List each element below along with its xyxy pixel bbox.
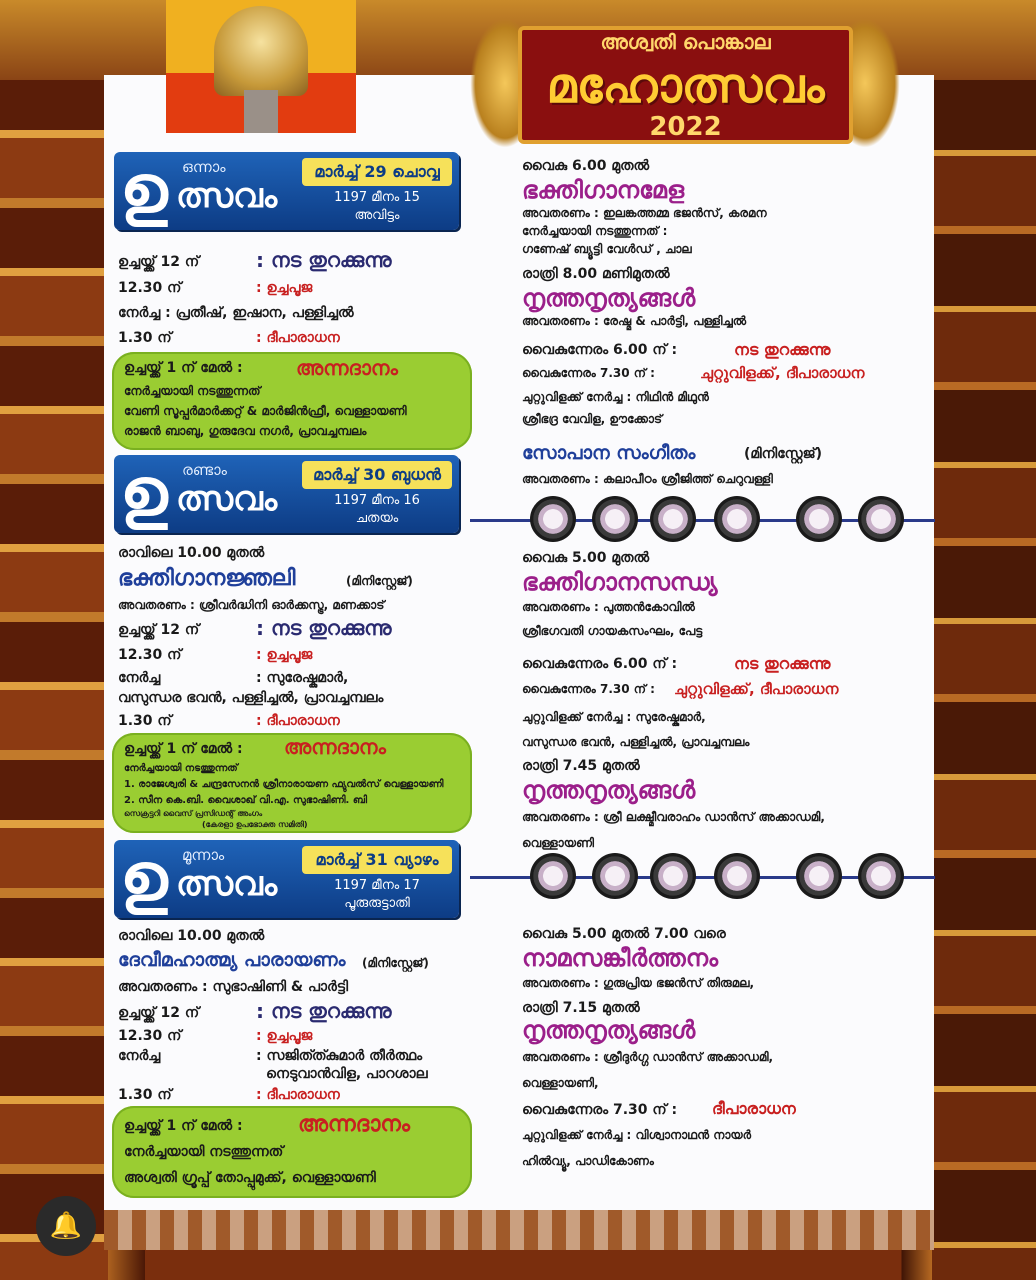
- r2-dance-place: വെള്ളായണി: [522, 836, 595, 850]
- r1-nerchcha-label: നേർച്ചയായി നടത്തുന്നത് :: [522, 224, 668, 238]
- r3-deeparadhana: ദീപാരാധന: [712, 1099, 796, 1118]
- left-temple-decoration: [0, 0, 108, 1280]
- r3-nritham: നൃത്തനൃത്യങ്ങൾ: [522, 1016, 696, 1044]
- r2-time-730: വൈകുന്നേരം 7.30 ന് :: [522, 682, 655, 696]
- r1-nritham: നൃത്തനൃത്യങ്ങൾ: [522, 284, 696, 312]
- r2-avatharanam-2: ശ്രീഭഗവതി ഗായകസംഘം, പേട്ട: [522, 624, 703, 638]
- title-big: മഹോത്സവം: [546, 58, 825, 114]
- d3-uchapuja: : ഉച്ചപൂജ: [256, 1028, 313, 1044]
- deity-image: [166, 0, 356, 133]
- r2-chuttuvilakku: ചുറ്റുവിളക്ക്, ദീപാരാധന: [674, 680, 839, 698]
- right-temple-decoration: [932, 0, 1036, 1280]
- r1-night-time: രാത്രി 8.00 മണിമുതൽ: [522, 266, 670, 282]
- r3-night-time: രാത്രി 7.15 മുതൽ: [522, 1000, 640, 1016]
- r1-bhakthiganamela: ഭക്തിഗാനമേള: [522, 176, 685, 204]
- d3-nerchcha-name: : സജിത്ത്കുമാർ തീർത്ഥം: [256, 1048, 423, 1064]
- r1-sopanam-avatharanam: അവതരണം : കലാപീഠം ശ്രീജിത്ത് ചെറുവള്ളി: [522, 472, 773, 486]
- day2-malayalam-date: 1197 മീനം 16: [334, 493, 420, 508]
- notification-button[interactable]: [36, 1196, 96, 1256]
- wheel-icon: [714, 496, 760, 542]
- r1-dance-avatharanam: അവതരണം : രേഷ്മ & പാർട്ടി, പള്ളിച്ചൽ: [522, 314, 747, 328]
- r1-evening-time: വൈകു 6.00 മുതൽ: [522, 158, 650, 174]
- day1-malayalam-date: 1197 മീനം 15: [334, 190, 420, 205]
- d2-annadanam: അന്നദാനം: [284, 735, 386, 759]
- day3-star: പൂരുരുട്ടാതി: [344, 896, 410, 911]
- r3-dance-place: വെള്ളായണി,: [522, 1076, 599, 1090]
- d3-avatharanam: അവതരണം : സുഭാഷിണി & പാർട്ടി: [118, 979, 349, 995]
- d1-time-4: 1.30 ന്: [118, 330, 172, 346]
- d1-event-1: : നട തുറക്കുന്നു: [256, 248, 392, 272]
- r2-dance-avatharanam: അവതരണം : ശ്രീ ലക്ഷ്മീവരാഹം ഡാൻസ് അക്കാഡമി,: [522, 810, 825, 824]
- r2-chuttu-address: വസുന്ധര ഭവൻ, പള്ളിച്ചൽ, പ്രാവച്ചമ്പലം: [522, 735, 750, 749]
- day2-annadanam-box: [112, 733, 472, 833]
- d1-annadanam-pre: ഉച്ചയ്ക്ക് 1 ന് മേൽ :: [124, 360, 243, 376]
- day2-word: ത്സവം: [176, 479, 278, 519]
- r2-evening-time: വൈകു 5.00 മുതൽ: [522, 550, 650, 566]
- d2-time-130: 1.30 ന്: [118, 713, 172, 729]
- d2-nerchcha-label: നേർച്ച: [118, 670, 161, 686]
- r1-ministage: (മിനിസ്റ്റേജ്): [744, 446, 823, 462]
- d3-nerchcha-label: നേർച്ച: [118, 1048, 161, 1064]
- wheel-icon: [796, 496, 842, 542]
- d1-event-2: : ഉച്ചപൂജ: [256, 280, 313, 296]
- d1-time-1: ഉച്ചയ്ക്ക് 12 ന്: [118, 254, 200, 270]
- d1-time-2: 12.30 ന്: [118, 280, 182, 296]
- wheel-icon: [650, 496, 696, 542]
- d1-nerchcha: നേർച്ച : പ്രതീഷ്, ഇഷാന, പള്ളിച്ചൽ: [118, 305, 354, 321]
- day1-script: ഉ: [120, 150, 168, 228]
- r2-chuttu-nerchcha: ചുറ്റുവിളക്ക് നേർച്ച : സുരേഷ്കുമാർ,: [522, 710, 706, 724]
- d3-annadanam-line1: നേർച്ചയായി നടത്തുന്നത്: [124, 1144, 284, 1160]
- d3-annadanam: അന്നദാനം: [298, 1112, 411, 1137]
- r3-avatharanam: അവതരണം : ഗുരുപ്രിയ ഭജൻസ് തിരുമല,: [522, 976, 755, 990]
- day2-banner: [114, 455, 459, 533]
- d2-morning-time: രാവിലെ 10.00 മുതൽ: [118, 545, 265, 561]
- d2-annadanam-line1: നേർച്ചയായി നടത്തുന്നത്: [124, 763, 238, 774]
- d3-morning-time: രാവിലെ 10.00 മുതൽ: [118, 928, 265, 944]
- d2-deeparadhana: : ദീപാരാധന: [256, 713, 340, 729]
- d2-annadanam-pre: ഉച്ചയ്ക്ക് 1 ന് മേൽ :: [124, 741, 243, 757]
- bottom-decorative-band: [104, 1210, 934, 1250]
- wheel-separator-1: [470, 496, 935, 546]
- r3-chuttu-nerchcha: ചുറ്റുവിളക്ക് നേർച്ച : വിശ്വാനാഥൻ നായർ: [522, 1128, 752, 1142]
- r1-nada: നട തുറക്കുന്നു: [734, 340, 831, 359]
- r2-bhakthiganasandhya: ഭക്തിഗാനസന്ധ്യ: [522, 568, 718, 596]
- r2-nritham: നൃത്തനൃത്യങ്ങൾ: [522, 776, 696, 804]
- title-year: 2022: [649, 112, 722, 142]
- wheel-icon: [858, 853, 904, 899]
- r1-nerchcha-name: ഗണേഷ് ബ്യൂട്ടി വേൾഡ് , ചാല: [522, 242, 692, 256]
- d3-nerchcha-address: നെടുവാൻവിള, പാറശാല: [266, 1066, 428, 1082]
- day1-word: ത്സവം: [176, 176, 278, 216]
- wheel-icon: [714, 853, 760, 899]
- r1-time-730: വൈകുന്നേരം 7.30 ന് :: [522, 366, 655, 380]
- d1-annadanam-line2: വേണി സൂപ്പർമാർക്കറ്റ് & മാർജിൻഫ്രീ, വെള്ളായണി: [124, 404, 407, 418]
- d2-bhakthiganajali: ഭക്തിഗാനജ്ഞലി: [118, 566, 296, 591]
- d2-nerchcha-address: വസുന്ധര ഭവൻ, പള്ളിച്ചൽ, പ്രാവച്ചമ്പലം: [118, 690, 384, 706]
- day2-script: ഉ: [120, 453, 168, 531]
- d2-annadanam-line3: 2. സീന കെ.ബി. വൈശാഖ് വി.എ. സുഭാഷിണി. ബി: [124, 795, 368, 806]
- day3-script: ഉ: [120, 838, 168, 916]
- day2-star: ചതയം: [355, 511, 399, 526]
- r2-time-6: വൈകുന്നേരം 6.00 ന് :: [522, 656, 678, 672]
- wheel-icon: [530, 853, 576, 899]
- d2-annadanam-line4: സെക്രട്ടറി വൈസ് പ്രസിഡന്റ് അംഗം: [124, 809, 263, 818]
- day3-word: ത്സവം: [176, 864, 278, 904]
- d1-annadanam-line1: നേർച്ചയായി നടത്തുന്നത്: [124, 384, 261, 398]
- schedule-panel: [104, 75, 934, 1210]
- d2-time-12: ഉച്ചയ്ക്ക് 12 ന്: [118, 622, 200, 638]
- day2-ordinal: രണ്ടാം: [182, 461, 227, 479]
- r1-avatharanam: അവതരണം : ഇലങ്കത്തമ്മ ഭജൻസ്, കരമന: [522, 206, 767, 220]
- day3-banner: [114, 840, 459, 918]
- d1-annadanam: അന്നദാനം: [296, 356, 398, 380]
- festival-title-box: [470, 8, 900, 148]
- d2-time-1230: 12.30 ന്: [118, 647, 182, 663]
- d3-time-1230: 12.30 ന്: [118, 1028, 182, 1044]
- d2-avatharanam: അവതരണം : ശ്രീവർദ്ധിനി ഓർക്കസ്ട്ര, മണക്കാട്: [118, 598, 385, 612]
- d2-uchapuja: : ഉച്ചപൂജ: [256, 647, 313, 663]
- deity-face: [214, 6, 308, 96]
- d2-annadanam-line5: (കേരളാ ഉപഭോക്ത സമിതി): [202, 820, 308, 829]
- wheel-icon: [796, 853, 842, 899]
- r2-nada: നട തുറക്കുന്നു: [734, 654, 831, 673]
- day3-malayalam-date: 1197 മീനം 17: [334, 878, 420, 893]
- deity-stand: [244, 90, 278, 133]
- wheel-icon: [650, 853, 696, 899]
- d3-devimahatmyam: ദേവീമഹാത്മ്യ പാരായണം: [118, 949, 346, 971]
- wheel-icon: [592, 496, 638, 542]
- wheel-separator-2: [470, 853, 935, 903]
- d3-ministage: (മിനിസ്റ്റേജ്): [362, 956, 429, 970]
- d3-annadanam-line2: അശ്വതി ഗ്രൂപ്പ് തോപ്പുമുക്ക്, വെള്ളായണി: [124, 1170, 376, 1186]
- day1-ordinal: ഒന്നാം: [182, 158, 226, 176]
- r1-time-6: വൈകുന്നേരം 6.00 ന് :: [522, 342, 678, 358]
- day3-annadanam-box: [112, 1106, 472, 1198]
- r3-evening-time: വൈകു 5.00 മുതൽ 7.00 വരെ: [522, 926, 726, 942]
- wheel-icon: [592, 853, 638, 899]
- d3-deeparadhana: : ദീപാരാധന: [256, 1087, 340, 1103]
- r3-time-730: വൈകുന്നേരം 7.30 ന് :: [522, 1102, 678, 1118]
- r1-chuttuvilakku: ചുറ്റുവിളക്ക്, ദീപാരാധന: [700, 364, 865, 382]
- d2-nada: : നട തുറക്കുന്നു: [256, 616, 392, 640]
- d1-annadanam-line3: രാജൻ ബാബു, ഗുരുദേവ നഗർ, പ്രാവച്ചമ്പലം: [124, 424, 367, 438]
- day2-date: മാർച്ച് 30 ബുധൻ: [302, 461, 452, 489]
- r1-chuttu-address: ശ്രീഭദ്ര വേവിള, ഊക്കോട്: [522, 412, 663, 426]
- wheel-icon: [530, 496, 576, 542]
- r3-namasankeerthanam: നാമസങ്കീർത്തനം: [522, 944, 719, 972]
- d1-event-4: : ദീപാരാധന: [256, 330, 340, 346]
- r3-chuttu-address: ഹിൽവ്യൂ, പാഡികോണം: [522, 1154, 654, 1168]
- r2-night-time: രാത്രി 7.45 മുതൽ: [522, 758, 640, 774]
- r2-avatharanam: അവതരണം : പുത്തൻകോവിൽ: [522, 600, 695, 614]
- bell-icon: 🔔: [49, 1211, 83, 1241]
- d3-time-130: 1.30 ന്: [118, 1087, 172, 1103]
- day1-date: മാർച്ച് 29 ചൊവ്വ: [302, 158, 452, 186]
- d2-nerchcha-name: : സുരേഷ്കുമാർ,: [256, 670, 349, 686]
- day1-banner: [114, 152, 459, 230]
- d3-nada: : നട തുറക്കുന്നു: [256, 999, 392, 1023]
- day1-star: അവിട്ടം: [354, 208, 400, 223]
- d3-time-12: ഉച്ചയ്ക്ക് 12 ന്: [118, 1005, 200, 1021]
- day1-annadanam-box: [112, 352, 472, 450]
- r1-chuttu-nerchcha: ചുറ്റുവിളക്ക് നേർച്ച : നിഥിൻ മിഥുൻ: [522, 390, 709, 404]
- wheel-icon: [858, 496, 904, 542]
- day3-ordinal: മൂന്നാം: [182, 846, 225, 864]
- day3-date: മാർച്ച് 31 വ്യാഴം: [302, 846, 452, 874]
- d2-ministage: (മിനിസ്റ്റേജ്): [346, 574, 413, 588]
- title-small: അശ്വതി പൊങ്കാല: [600, 30, 771, 54]
- r1-sopanam: സോപാന സംഗീതം: [522, 442, 696, 464]
- d3-annadanam-pre: ഉച്ചയ്ക്ക് 1 ന് മേൽ :: [124, 1118, 243, 1134]
- d2-annadanam-line2: 1. രാജേശ്വരി & ചന്ദ്രസേനൻ ശ്രീനാരായണ ഫ്യുവൽസ് വെള്ളായണി: [124, 779, 444, 790]
- r3-dance-avatharanam: അവതരണം : ശ്രീദുർഗ്ഗ ഡാൻസ് അക്കാഡമി,: [522, 1050, 774, 1064]
